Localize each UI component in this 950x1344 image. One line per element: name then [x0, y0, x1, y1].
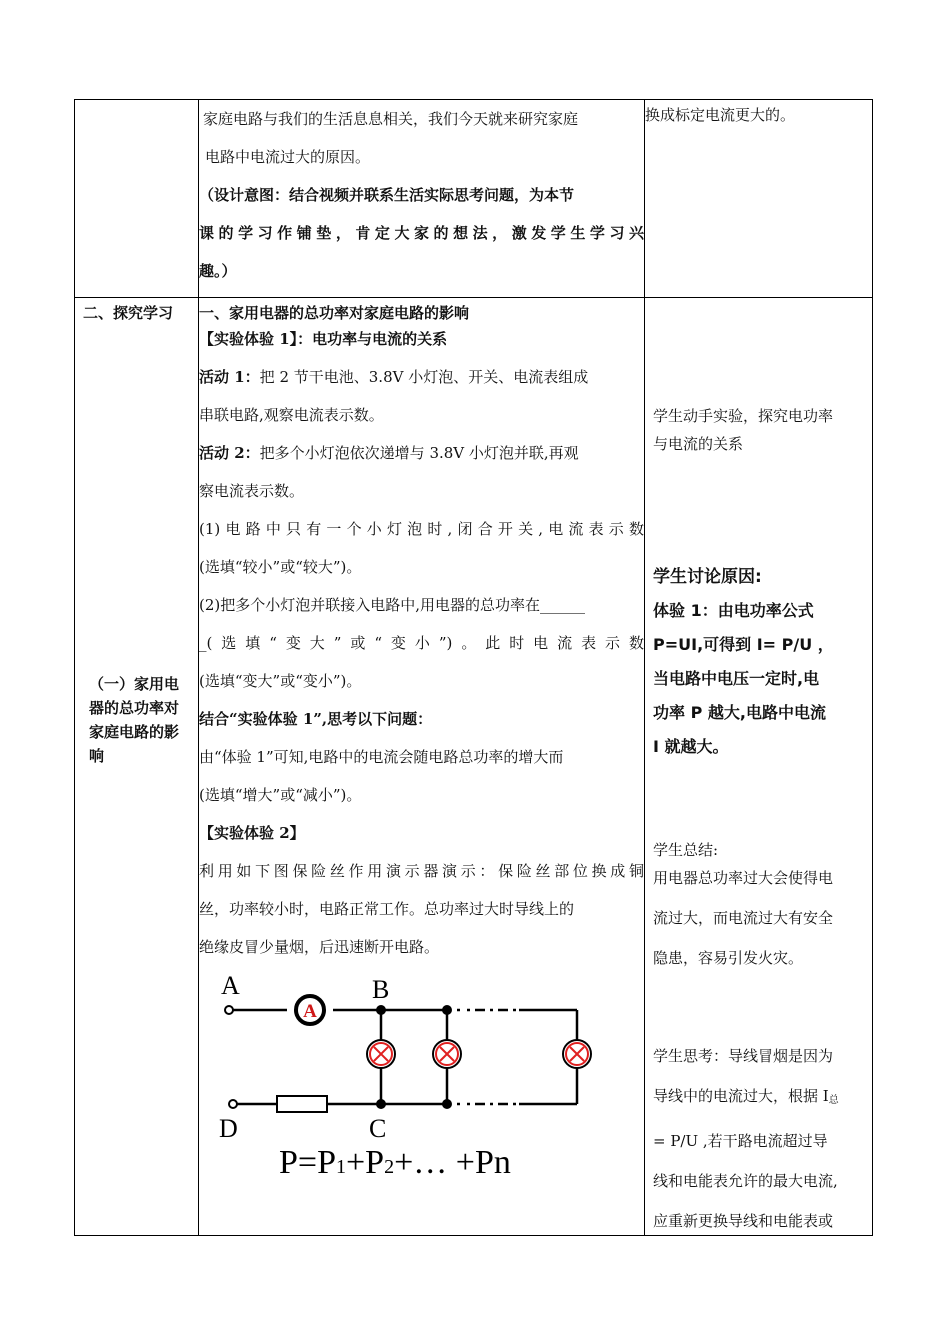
- terminal-a: [225, 1006, 233, 1014]
- discussion-line-5: I 就越大。: [653, 737, 729, 756]
- discussion-line-4: 功率 P 越大,电路中电流: [653, 703, 826, 722]
- summary-line-3: 隐患，容易引发火灾。: [653, 949, 804, 967]
- summary-line-2: 流过大，而电流过大有安全: [653, 909, 834, 927]
- student-experiment-line-2: 与电流的关系: [653, 435, 744, 453]
- section-title-line-4: 响: [89, 747, 105, 765]
- stage-title: 二、探究学习: [83, 304, 174, 322]
- design-intent-line-1: （设计意图：结合视频并联系生活实际思考问题，为本节: [199, 186, 575, 204]
- question-1-line-2: (选填“较小”或“较大”)。: [199, 558, 362, 576]
- experiment-1-title: 【实验体验 1】：电功率与电流的关系: [199, 330, 448, 348]
- section-title-line-3: 家庭电路的影: [89, 723, 180, 741]
- activity-2-text: 把多个小灯泡依次递增与 3.8V 小灯泡并联,再观: [259, 444, 579, 462]
- discussion-line-3: 当电路中电压一定时,电: [653, 669, 820, 688]
- question-2-line-1: (2)把多个小灯泡并联接入电路中,用电器的总功率在______: [199, 596, 586, 614]
- activity-2-line-2: 察电流表示数。: [199, 482, 305, 500]
- activity-1-text: 把 2 节干电池、3.8V 小灯泡、开关、电流表组成: [259, 368, 589, 386]
- student-summary: [653, 836, 867, 978]
- experiment-2-line-3: 绝缘皮冒少量烟，后迅速断开电路。: [199, 938, 440, 956]
- discussion-line-2: P=UI,可得到 I= P/U ，: [653, 635, 834, 654]
- thinking-line-3: = P/U ,若干路电流超过导: [653, 1132, 828, 1150]
- student-thinking: [653, 1036, 867, 1241]
- teacher-activity-cell-intro: [199, 100, 645, 298]
- junction-c2: [442, 1099, 452, 1109]
- question-2-line-2: _(选填“变大”或“变小”)。此时电流表示数: [199, 634, 644, 652]
- lamp-2: [433, 1040, 461, 1068]
- thinking-line-1: 学生思考：导线冒烟是因为: [653, 1047, 834, 1065]
- activity-1-line-1: [199, 358, 644, 396]
- table-row-explore: [75, 298, 873, 1236]
- junction-b2: [442, 1005, 452, 1015]
- student-intro-line-1: 换成标定电流更大的。: [645, 106, 796, 124]
- section-title-line-1: （一）家用电: [89, 675, 180, 693]
- student-activity-cell-intro: [645, 100, 873, 298]
- discussion-title: 学生讨论原因:: [653, 567, 762, 587]
- activity-2-line-1: [199, 434, 644, 472]
- discussion-line-1: 体验 1：由电功率公式: [653, 601, 814, 620]
- section-title-line-2: 器的总功率对: [89, 699, 180, 717]
- summary-title: 学生总结:: [653, 841, 719, 859]
- fuse: [277, 1096, 327, 1112]
- ammeter-label: A: [303, 1001, 317, 1022]
- label-d: D: [219, 1114, 238, 1143]
- student-discussion-handwritten: [653, 560, 867, 764]
- think-title: 结合“实验体验 1”,思考以下问题：: [199, 710, 433, 728]
- experiment-2-line-2: 丝，功率较小时，电路正常工作。总功率过大时导线上的: [199, 900, 575, 918]
- label-c: C: [369, 1114, 387, 1143]
- intro-line-2: 电路中电流过大的原因。: [205, 148, 371, 166]
- thinking-line-4: 线和电能表允许的最大电流,: [653, 1172, 838, 1190]
- experiment-2-line-1: 利用如下图保险丝作用演示器演示：保险丝部位换成铜: [199, 862, 644, 880]
- experiment-2-title: 【实验体验 2】: [199, 824, 305, 842]
- label-b: B: [372, 975, 390, 1004]
- junction-c: [376, 1099, 386, 1109]
- question-1-line-1: (1)电路中只有一个小灯泡时,闭合开关,电流表示数: [199, 520, 644, 538]
- section-title: [89, 672, 193, 768]
- student-experiment-line-1: 学生动手实验，探究电功率: [653, 407, 834, 425]
- teacher-activity-cell-explore: [199, 298, 645, 1236]
- intro-line-1: 家庭电路与我们的生活息息相关，我们今天就来研究家庭: [203, 110, 579, 128]
- summary-line-1: 用电器总功率过大会使得电: [653, 869, 834, 887]
- stage-cell-empty: [75, 100, 199, 298]
- question-2-line-3: (选填“变大”或“变小”)。: [199, 672, 362, 690]
- terminal-d: [229, 1100, 237, 1108]
- think-line-2: (选填“增大”或“减小”)。: [199, 786, 362, 804]
- lamp-1: [367, 1040, 395, 1068]
- activity-1-line-2: 串联电路,观察电流表示数。: [199, 406, 384, 424]
- parallel-circuit-diagram: [199, 974, 619, 1184]
- thinking-subscript: 总: [828, 1095, 839, 1106]
- lesson-plan-table: [74, 99, 873, 1236]
- label-a: A: [221, 974, 240, 1000]
- design-intent-line-2: 课的学习作铺垫，肯定大家的想法，激发学生学习兴: [199, 224, 644, 242]
- activity-1-label: 活动 1：: [199, 368, 260, 386]
- lamp-n: [563, 1040, 591, 1068]
- stage-cell-explore: [75, 298, 199, 1236]
- student-activity-cell-explore: [645, 298, 873, 1236]
- junction-b: [376, 1005, 386, 1015]
- table-row-intro: [75, 100, 873, 298]
- power-formula: P=P1+P2+… +Pn: [279, 1144, 511, 1181]
- thinking-line-5: 应重新更换导线和电能表或: [653, 1212, 834, 1230]
- activity-2-label: 活动 2：: [199, 444, 260, 462]
- thinking-line-2: 导线中的电流过大，根据 $I_总$: [653, 1087, 839, 1106]
- section-heading: 一、家用电器的总功率对家庭电路的影响: [199, 304, 470, 322]
- think-line-1: 由“体验 1”可知,电路中的电流会随电路总功率的增大而: [199, 748, 564, 766]
- student-experiment-note: [653, 402, 867, 458]
- design-intent-line-3: 趣。）: [199, 262, 237, 280]
